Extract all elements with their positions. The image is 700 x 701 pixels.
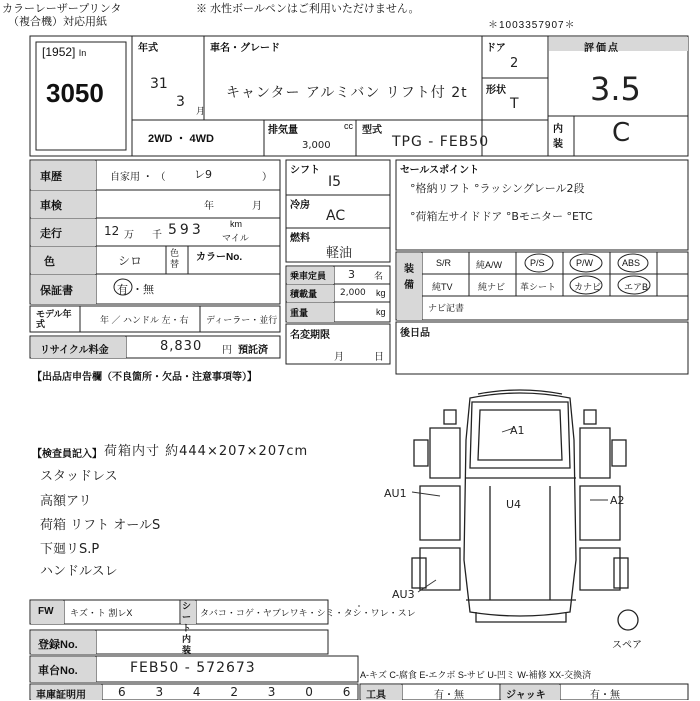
tools-options: 有・無 <box>434 690 464 701</box>
load-label: 積載量 <box>290 289 318 299</box>
interior-label: 内装 <box>553 124 563 150</box>
mileage-man-value: 12 <box>104 224 120 238</box>
inspection-label: 車検 <box>40 200 62 212</box>
equip-abs: ABS <box>622 258 641 268</box>
inspector-note-2: 高額アリ <box>40 494 92 509</box>
damage-mark-au3: AU3 <box>392 588 415 601</box>
mile-unit: マイル <box>222 233 249 243</box>
damage-legend: A-キズ C-腐食 E-エクボ S-サビ U-凹ミ W-補修 XX-交換済 <box>360 670 592 680</box>
lot-ref: [1952] In <box>42 45 87 59</box>
damage-mark-a2: A2 <box>610 494 625 507</box>
inspector-title: 荷箱内寸 約444×207×207cm <box>104 444 309 459</box>
color-label: 色 <box>44 256 55 268</box>
fw-label: FW <box>38 606 54 617</box>
equip-leather-seat: 革シート <box>520 282 557 292</box>
equip-alloy-wheels: 純A/W <box>476 260 502 270</box>
mileage-label: 走行 <box>40 228 62 240</box>
capacity-unit: 名 <box>374 271 384 281</box>
history-close: ） <box>262 172 272 183</box>
score-value: 3.5 <box>590 70 641 108</box>
name-grade-label: 車名・グレード <box>210 43 280 54</box>
drive-label: 2WD ・ 4WD <box>148 133 214 145</box>
dealer-label: ディーラー・並行 <box>206 315 278 325</box>
inspector-note-1: スタッドレス <box>40 469 118 484</box>
transfer-month: 月 <box>334 352 344 363</box>
serial-number: ＊1003357907＊ <box>488 20 576 31</box>
history-value: レ9 <box>194 168 212 181</box>
door-label: ドア <box>486 43 506 54</box>
shape-value: T <box>510 96 519 112</box>
history-label: 車歴 <box>40 171 62 183</box>
year-label: 年式 <box>138 43 158 54</box>
jack-label: ジャッキ <box>506 690 546 701</box>
equip-tv: 純TV <box>432 282 453 292</box>
displacement-value: 3,000 <box>302 140 331 151</box>
jack-options: 有・無 <box>590 690 620 701</box>
equip-navigation: 純ナビ <box>478 282 506 292</box>
post-delivery-label: 後日品 <box>400 328 430 339</box>
inspector-note-label: 【検査員記入】 <box>32 449 102 460</box>
handle-label: 年 ／ ハンドル 左・右 <box>100 315 189 325</box>
interior-value: C <box>612 118 631 148</box>
registration-label: 登録No. <box>38 639 78 651</box>
equip-navi-manual: ナビ記書 <box>428 303 465 313</box>
lot-number: 3050 <box>46 78 104 108</box>
equip-kanabi: カナビ <box>574 282 602 292</box>
fuel-label: 燃料 <box>290 233 310 244</box>
chassis-value: FEB50 - 572673 <box>130 660 256 676</box>
capacity-value: 3 <box>348 268 355 281</box>
weight-unit: kg <box>376 307 386 317</box>
load-value: 2,000 <box>340 288 366 298</box>
score-title: 評価点 <box>584 43 620 54</box>
printer-note: カラーレーザープリンタ <box>2 3 122 15</box>
damage-mark-au1: AU1 <box>384 487 407 500</box>
equip-power-windows: P/W <box>576 258 593 268</box>
exhibitor-note-label: 【出品店申告欄（不良箇所・欠品・注意事項等）】 <box>32 372 257 383</box>
shape-label: 形状 <box>486 85 506 96</box>
weight-label: 重量 <box>290 308 309 318</box>
color-value: シロ <box>118 254 143 268</box>
cc-unit: cc <box>344 121 353 131</box>
shift-value: I5 <box>328 174 342 190</box>
vehicle-name: キャンター アルミバン リフト付 2t <box>226 85 468 101</box>
cert-digits: 6 3 4 2 3 0 6 <box>118 685 364 699</box>
recycle-label: リサイクル料金 <box>40 345 109 356</box>
year-value: 31 <box>150 76 168 92</box>
pen-warning: ※ 水性ボールペンはご利用いただけません。 <box>196 3 420 15</box>
color-change-label: 色替 <box>170 248 180 269</box>
deposit-label: 預託済 <box>238 345 268 356</box>
equipment-label: 装備 <box>404 264 414 291</box>
load-unit: kg <box>376 288 386 298</box>
transfer-label: 名変期限 <box>290 330 330 341</box>
capacity-label: 乗車定員 <box>290 271 327 281</box>
aircon-label: 冷房 <box>290 200 310 211</box>
month-value: 3 <box>176 94 185 110</box>
door-value: 2 <box>510 56 519 71</box>
warranty-label: 保証書 <box>40 285 73 297</box>
sales-point-label: セールスポイント <box>400 165 480 176</box>
sales-point-line-1: °格納リフト °ラッシングレール2段 <box>410 182 585 195</box>
chassis-label: 車台No. <box>38 665 78 677</box>
recycle-value: 8,830 <box>160 339 203 354</box>
color-no-label: カラーNo. <box>196 252 243 263</box>
warranty-no: ・無 <box>132 284 154 296</box>
warranty-yes: 有 <box>117 284 128 296</box>
tools-label: 工具 <box>366 690 386 701</box>
yen-unit: 円 <box>222 345 232 356</box>
equip-sunroof: S/R <box>436 258 452 268</box>
seat-label: シート内装 <box>182 601 192 655</box>
model-value: TPG - FEB50 <box>392 134 490 150</box>
man-unit: 万 <box>124 230 134 241</box>
equip-power-steering: P/S <box>530 258 545 268</box>
month-label: 月 <box>196 106 206 116</box>
damage-mark-a1: A1 <box>510 424 525 437</box>
shift-label: シフト <box>290 165 320 176</box>
seat-items: タバコ・コゲ・ヤブレワキ・シミ・タシ・ワレ・スレ <box>200 608 416 618</box>
inspector-note-3: 荷箱 リフト オールS <box>40 518 161 533</box>
spare-label: スペア <box>612 640 642 651</box>
sales-point-line-2: °荷箱左サイドドア °Bモニター °ETC <box>410 210 593 223</box>
aircon-value: AC <box>326 208 346 224</box>
cert-label: 車庫証明用 <box>36 690 86 701</box>
displacement-label: 排気量 <box>268 125 298 136</box>
damage-mark-u4: U4 <box>506 498 522 511</box>
model-year-label: モデル年式 <box>36 309 72 329</box>
transfer-day: 日 <box>374 352 384 363</box>
fuel-value: 軽油 <box>326 246 353 261</box>
fw-items: キズ・ト 割レX <box>70 608 133 618</box>
inspector-note-5: ハンドルスレ <box>40 564 118 579</box>
equip-airbag: エアB <box>624 282 649 292</box>
sen-unit: 千 <box>152 230 162 241</box>
car-diagram <box>412 390 638 630</box>
inspection-month: 月 <box>252 201 262 212</box>
km-unit: km <box>230 219 242 229</box>
inspection-year: 年 <box>204 201 214 212</box>
model-label: 型式 <box>362 125 382 136</box>
mileage-sen-value: 593 <box>168 222 204 238</box>
inspector-note-4: 下廻リS.P <box>40 542 100 557</box>
history-options: 自家用 ・ （ <box>110 172 166 183</box>
copier-note: （複合機）対応用紙 <box>8 16 107 28</box>
